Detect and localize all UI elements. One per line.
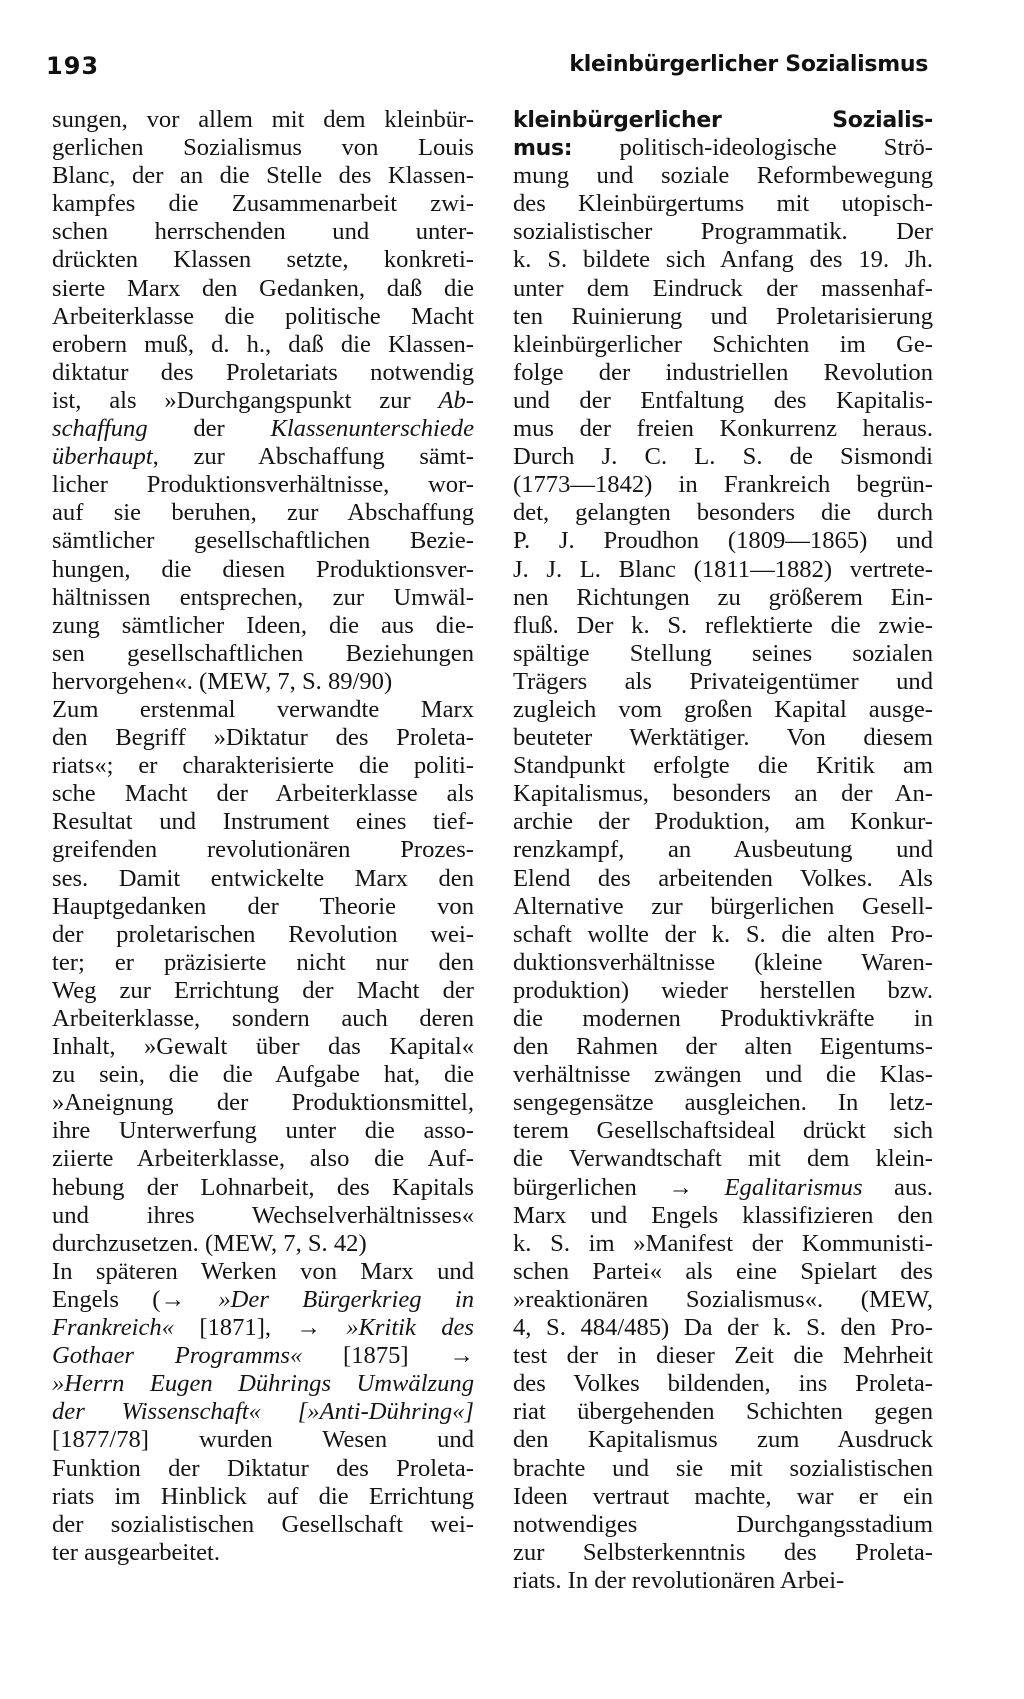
right-column-text-line: nen Richtungen zu größerem Ein- <box>513 583 933 611</box>
left-column-text-line <box>52 1398 474 1426</box>
left-column-text-line: Resultat und Instrument eines tief- <box>52 808 474 836</box>
right-column-text-line: J. J. L. Blanc (1811—1882) vertrete- <box>513 555 933 583</box>
right-column-body <box>513 162 933 1595</box>
left-column-text-line: ter ausgearbeitet. <box>52 1538 220 1566</box>
left-column-text-line: ses. Damit entwickelte Marx den <box>52 864 474 892</box>
right-column-text-line: schen Partei« als eine Spielart des <box>513 1257 933 1285</box>
left-column-text-line: Arbeiterklasse die politische Macht <box>52 302 474 330</box>
right-column-text-line: produktion) wieder herstellen bzw. <box>513 976 933 1004</box>
left-column-text-line: der sozialistischen Gesellschaft wei- <box>52 1510 474 1538</box>
left-column-text-line: Inhalt, »Gewalt über das Kapital« <box>52 1033 474 1061</box>
right-column-text-line: Standpunkt erfolgte die Kritik am <box>513 752 933 780</box>
left-column-text-line: riats«; er charakterisierte die politi- <box>52 752 474 780</box>
left-column-text-line: hältnissen entsprechen, zur Umwäl- <box>52 583 474 611</box>
left-column-text-line: sen gesellschaftlichen Beziehungen <box>52 639 474 667</box>
left-column-text-line: greifenden revolutionären Prozes- <box>52 836 474 864</box>
italic-emphasis: Gothaer Programms« <box>52 1342 303 1370</box>
left-column-text-line: diktatur des Proletariats notwendig <box>52 358 474 386</box>
right-column-text-line: (1773—1842) in Frankreich begrün- <box>513 471 933 499</box>
left-column-text-line: schen herrschenden und unter- <box>52 218 474 246</box>
italic-emphasis: »Der Bürgerkrieg in <box>218 1285 474 1313</box>
right-column-text-line: brachte und sie mit sozialistischen <box>513 1454 933 1482</box>
right-column-text-line: sengegensätze ausgleichen. In letz- <box>513 1089 933 1117</box>
left-column-text-line: überhaupt, zur Abschaffung sämt- <box>52 443 474 471</box>
left-column-text-line: und ihres Wechselverhältnisses« <box>52 1201 474 1229</box>
right-column-text-line: Kapitalismus, besonders an der An- <box>513 780 933 808</box>
left-column-text-line: der proletarischen Revolution wei- <box>52 920 474 948</box>
italic-emphasis: »Herrn Eugen Dührings Umwälzung <box>52 1370 474 1398</box>
right-column-text-line: den Rahmen der alten Eigentums- <box>513 1033 933 1061</box>
left-column-text-line: gerlichen Sozialismus von Louis <box>52 134 474 162</box>
right-column-text-line: det, gelangten besonders die durch <box>513 499 933 527</box>
right-column-text-line: Elend des arbeitenden Volkes. Als <box>513 864 933 892</box>
right-column-text-line: Marx und Engels klassifizieren den <box>513 1201 933 1229</box>
left-column-text-line: Blanc, der an die Stelle des Klassen- <box>52 162 474 190</box>
italic-emphasis: überhaupt <box>52 443 153 471</box>
right-column-text-line: Alternative zur bürgerlichen Gesell- <box>513 892 933 920</box>
headword: kleinbürgerlicher Sozialis- <box>513 108 933 133</box>
left-column-text-line: sierte Marx den Gedanken, daß die <box>52 274 474 302</box>
left-column-text-line: ist, als »Durchgangspunkt zur Ab- <box>52 386 474 414</box>
right-column-text-line: unter dem Eindruck der massenhaf- <box>513 274 933 302</box>
left-column-text-line: sche Macht der Arbeiterklasse als <box>52 780 474 808</box>
right-column-text-line: terem Gesellschaftsideal drückt sich <box>513 1117 933 1145</box>
right-column-text-line: fluß. Der k. S. reflektierte die zwie- <box>513 611 933 639</box>
left-column-text-line: Engels (→ »Der Bürgerkrieg in <box>52 1285 474 1313</box>
definition-start: politisch-ideologische Strö- <box>619 134 933 162</box>
left-column-text-line <box>52 1370 474 1398</box>
left-column-text-line: sungen, vor allem mit dem kleinbür- <box>52 106 474 133</box>
right-column-text-line: die Verwandtschaft mit dem klein- <box>513 1145 933 1173</box>
right-column-text-line: duktionsverhältnisse (kleine Waren- <box>513 948 933 976</box>
right-column-text-line: spältige Stellung seines sozialen <box>513 639 933 667</box>
left-column-text-line: den Begriff »Diktatur des Proleta- <box>52 724 474 752</box>
left-column-text-line: kampfes die Zusammenarbeit zwi- <box>52 190 474 218</box>
left-column-text-line: schaffung der Klassenunterschiede <box>52 415 474 443</box>
right-column-text-line: 4, S. 484/485) Da der k. S. den Pro- <box>513 1314 933 1342</box>
right-column-text-line: ten Ruinierung und Proletarisierung <box>513 302 933 330</box>
left-column <box>52 106 474 1567</box>
page-header <box>46 52 928 86</box>
right-column-text-line: k. S. bildete sich Anfang des 19. Jh. <box>513 246 933 274</box>
right-column-text-line: die modernen Produktivkräfte in <box>513 1005 933 1032</box>
right-column-text-line: »reaktionären Sozialismus«. (MEW, <box>513 1285 933 1313</box>
left-column-text-line: Gothaer Programms« [1875] → <box>52 1342 474 1370</box>
left-column-text-line: Frankreich« [1871], → »Kritik des <box>52 1314 474 1342</box>
left-column-text-line: Hauptgedanken der Theorie von <box>52 892 474 920</box>
left-column-text-line: Weg zur Errichtung der Macht der <box>52 976 474 1004</box>
left-column-text-line: drückten Klassen setzte, konkreti- <box>52 246 474 274</box>
right-column-text-line: sozialistischer Programmatik. Der <box>513 218 933 246</box>
right-column-text-line: des Volkes bildenden, ins Proleta- <box>513 1370 933 1398</box>
left-column-text-line: hungen, die diesen Produktionsver- <box>52 555 474 583</box>
right-column-text-line: zur Selbsterkenntnis des Proleta- <box>513 1538 933 1566</box>
italic-emphasis: Ab- <box>438 386 474 414</box>
right-column-text-line: folge der industriellen Revolution <box>513 358 933 386</box>
right-column-text-line: Ideen vertraut machte, war er ein <box>513 1482 933 1510</box>
right-column-text-line: schaft wollte der k. S. die alten Pro- <box>513 920 933 948</box>
right-column-text-line: zugleich vom großen Kapital ausge- <box>513 695 933 723</box>
right-column-text-line: riat übergehenden Schichten gegen <box>513 1398 933 1426</box>
left-column-text-line: Arbeiterklasse, sondern auch deren <box>52 1005 474 1032</box>
italic-emphasis: der Wissenschaft« [»Anti-Dühring«] <box>52 1398 474 1426</box>
running-head: kleinbürgerlicher Sozialismus <box>569 52 928 77</box>
left-column-text-line: In späteren Werken von Marx und <box>52 1257 474 1285</box>
right-column-text-line: test der in dieser Zeit die Mehrheit <box>513 1342 933 1370</box>
right-column-text-line: mus der freien Konkurrenz heraus. <box>513 415 933 443</box>
italic-emphasis: Klassenunterschiede <box>270 415 474 443</box>
right-column-text-line: renzkampf, an Ausbeutung und <box>513 836 933 864</box>
right-column-text-line: Trägers als Privateigentümer und <box>513 667 933 695</box>
headword-line-2 <box>513 134 933 162</box>
right-column-text-line: notwendiges Durchgangsstadium <box>513 1510 933 1538</box>
right-column-text-line: des Kleinbürgertums mit utopisch- <box>513 190 933 218</box>
right-column-text-line: kleinbürgerlicher Schichten im Ge- <box>513 330 933 358</box>
left-column-text-line: zu sein, die die Aufgabe hat, die <box>52 1061 474 1089</box>
left-column-text-line: auf sie beruhen, zur Abschaffung <box>52 499 474 527</box>
headword-continued: mus: <box>513 136 573 162</box>
left-column-text-line: ter; er präzisierte nicht nur den <box>52 948 474 976</box>
left-column-text-line: hervorgehen«. (MEW, 7, S. 89/90) <box>52 667 393 695</box>
left-column-text-line: ihre Unterwerfung unter die asso- <box>52 1117 474 1145</box>
italic-emphasis: »Kritik des <box>346 1314 474 1342</box>
headword-line <box>513 106 933 134</box>
italic-emphasis: schaffung <box>52 415 148 443</box>
left-column-text-line: »Aneignung der Produktionsmittel, <box>52 1089 474 1117</box>
right-column-text-line: Durch J. C. L. S. de Sismondi <box>513 443 933 471</box>
left-column-text-line: sämtlicher gesellschaftlichen Bezie- <box>52 527 474 555</box>
right-column-text-line: beuteter Werktätiger. Von diesem <box>513 724 933 752</box>
right-column-text-line: bürgerlichen → Egalitarismus aus. <box>513 1173 933 1201</box>
left-column-text-line: licher Produktionsverhältnisse, wor- <box>52 471 474 499</box>
left-column-text-line: durchzusetzen. (MEW, 7, S. 42) <box>52 1229 367 1257</box>
right-column-text-line: k. S. im »Manifest der Kommunisti- <box>513 1229 933 1257</box>
left-column-text-line: hebung der Lohnarbeit, des Kapitals <box>52 1173 474 1201</box>
right-column-text-line: verhältnisse zwängen und die Klas- <box>513 1061 933 1089</box>
left-column-text-line: riats im Hinblick auf die Errichtung <box>52 1482 474 1510</box>
right-column-text-line: archie der Produktion, am Konkur- <box>513 808 933 836</box>
left-column-text-line: Funktion der Diktatur des Proleta- <box>52 1454 474 1482</box>
right-column-text-line: und der Entfaltung des Kapitalis- <box>513 386 933 414</box>
right-column-text-line: mung und soziale Reformbewegung <box>513 162 933 190</box>
left-column-text-line: ziierte Arbeiterklasse, also die Auf- <box>52 1145 474 1173</box>
right-column-text-line: P. J. Proudhon (1809—1865) und <box>513 527 933 555</box>
left-column-text-line: erobern muß, d. h., daß die Klassen- <box>52 330 474 358</box>
right-column-text-line: den Kapitalismus zum Ausdruck <box>513 1426 933 1454</box>
page-number: 193 <box>46 52 100 80</box>
left-column-text-line: [1877/78] wurden Wesen und <box>52 1426 474 1454</box>
right-column <box>513 106 933 1595</box>
left-column-text-line: zung sämtlicher Ideen, die aus die- <box>52 611 474 639</box>
right-column-text-line: riats. In der revolutionären Arbei- <box>513 1566 845 1594</box>
left-column-text-line: Zum erstenmal verwandte Marx <box>52 695 474 723</box>
italic-emphasis: Frankreich« <box>52 1314 175 1342</box>
italic-emphasis: Egalitarismus <box>724 1173 863 1201</box>
